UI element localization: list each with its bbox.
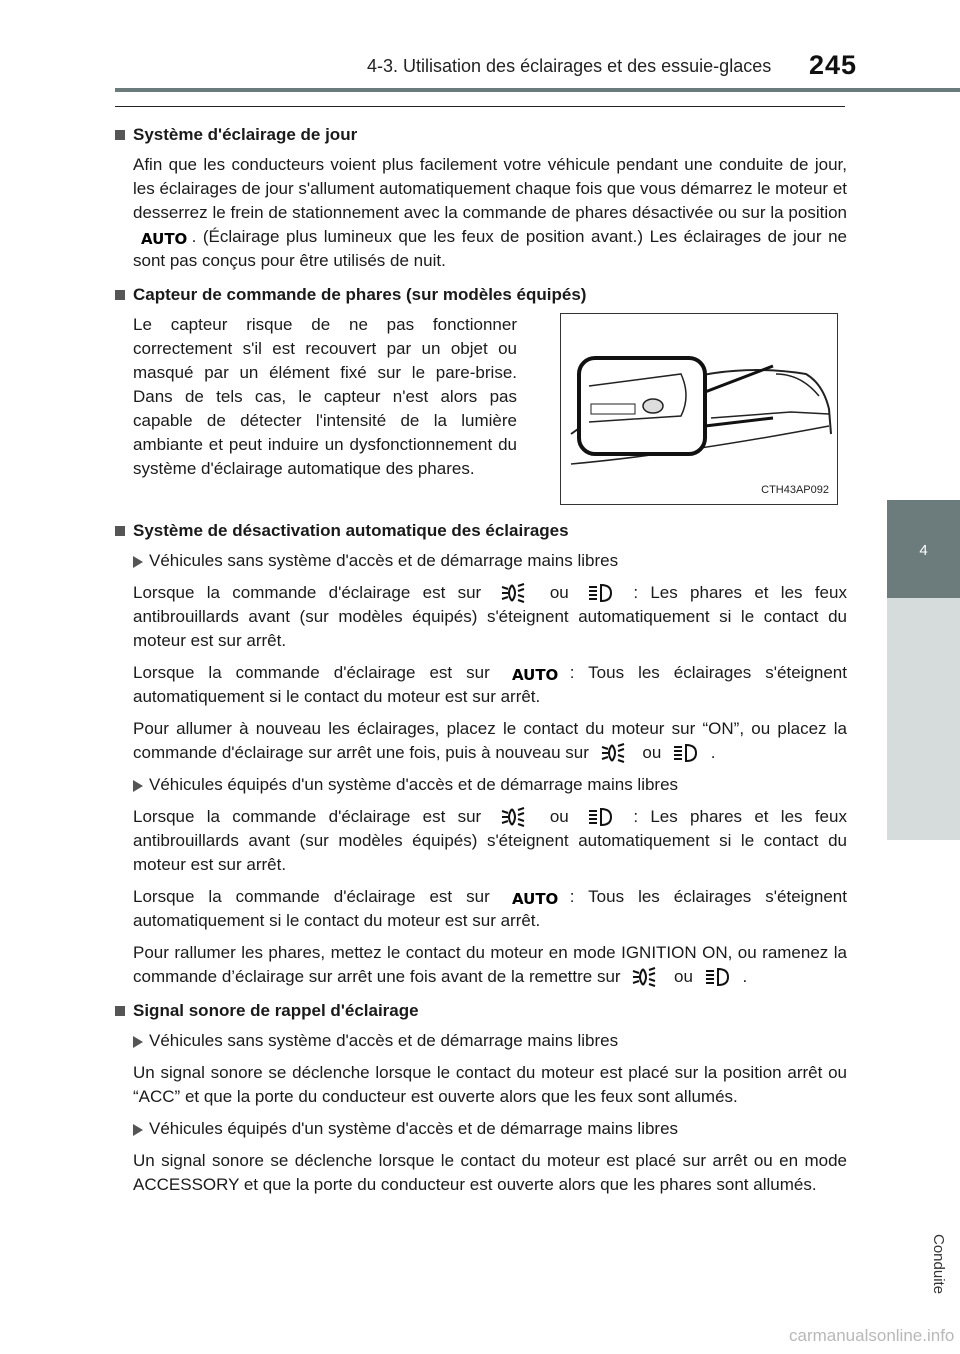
section-title: 4-3. Utilisation des éclairages et des essuie-glaces (367, 56, 772, 76)
auto-icon (510, 664, 559, 684)
paragraph-text: Lorsque la commande d'éclairage est sur (133, 583, 482, 602)
headlight-icon (587, 806, 615, 828)
sensor-block (115, 313, 847, 505)
square-bullet-icon (115, 130, 125, 140)
paragraph (115, 805, 847, 877)
square-bullet-icon (115, 526, 125, 536)
sub-bullet (115, 1117, 847, 1141)
paragraph-text: Pour allumer à nouveau les éclairages, placez le contact du moteur sur “ON”, ou placez la commande d'éclairage sur arrêt une fois, puis à nouveau sur (133, 719, 847, 762)
chapter-label: Conduite (930, 1234, 947, 1295)
paragraph-text: ou (549, 807, 569, 826)
paragraph-text: ou (674, 967, 693, 986)
triangle-bullet-icon (133, 780, 143, 792)
paragraph (115, 581, 847, 653)
paragraph (115, 941, 847, 989)
paragraph-text: Lorsque la commande d'éclairage est sur (133, 807, 482, 826)
heading-text: Système d'éclairage de jour (133, 125, 358, 144)
figure-code: CTH43AP092 (761, 484, 829, 496)
triangle-bullet-icon (133, 1036, 143, 1048)
paragraph-text: ou (642, 743, 662, 762)
paragraph (115, 661, 847, 709)
bullet-text: Véhicules sans système d'accès et de démarrage mains libres (149, 1031, 619, 1050)
header-divider (115, 106, 845, 107)
heading-text: Capteur de commande de phares (sur modèles équipés) (133, 285, 587, 304)
paragraph-text: Pour rallumer les phares, mettez le contact du moteur en mode IGNITION ON, ou ramenez la commande d’éclairage sur arrêt une fois avant de la remettre sur (133, 943, 847, 986)
sub-bullet (115, 1029, 847, 1053)
paragraph-text: . (Éclairage plus lumineux que les feux de position avant.) Les éclairages de jour ne sont pas conçus pour être utilisés de nuit. (133, 227, 847, 270)
sensor-figure (560, 313, 838, 505)
bullet-text: Véhicules équipés d'un système d'accès et de démarrage mains libres (149, 775, 679, 794)
paragraph-text: : Tous les éclairages s'éteignent automatiquement si le contact du moteur est sur arrêt. (133, 663, 847, 706)
section-heading (115, 283, 847, 307)
chapter-tab (887, 500, 960, 598)
paragraph-text: ou (549, 583, 569, 602)
headlight-icon (704, 966, 732, 988)
paragraph-text: : Les phares et les feux antibrouillards avant (sur modèles équipés) s'éteignent automatiquement si le contact du moteur est sur arrêt. (133, 807, 847, 874)
triangle-bullet-icon (133, 556, 143, 568)
headlight-icon (587, 582, 615, 604)
heading-text: Système de désactivation automatique des éclairages (133, 521, 569, 540)
bullet-text: Véhicules sans système d'accès et de démarrage mains libres (149, 551, 619, 570)
windshield-sensor-illustration (561, 314, 837, 504)
paragraph-text: Le capteur risque de ne pas fonctionner correctement s'il est recouvert par un objet ou masqué par un élément fixé sur le pare-brise. Dans de tels cas, le capteur n'est alors pas capable de détecter l'intensité de la lumière ambiante et peut induire un dysfonctionnement du système d'éclairage automatique des phares. (133, 315, 517, 478)
auto-icon (139, 228, 188, 248)
heading-text: Signal sonore de rappel d'éclairage (133, 1001, 419, 1020)
headlight-icon (672, 742, 700, 764)
square-bullet-icon (115, 290, 125, 300)
paragraph (115, 717, 847, 765)
paragraph-text: Afin que les conducteurs voient plus facilement votre véhicule pendant une conduite de jour, les éclairages de jour s'allument automatiquement chaque fois que vous démarrez le moteur et desserrez le frein de stationnement avec la commande de phares désactivée ou sur la position (133, 155, 847, 222)
paragraph (115, 885, 847, 933)
paragraph-text: Lorsque la commande d'éclairage est sur (133, 887, 490, 906)
chapter-strip (887, 598, 960, 1295)
paragraph-text: : Les phares et les feux antibrouillards avant (sur modèles équipés) s'éteignent automatiquement si le contact du moteur est sur arrêt. (133, 583, 847, 650)
paragraph-text: . (710, 743, 716, 762)
bullet-text: Véhicules équipés d'un système d'accès et de démarrage mains libres (149, 1119, 679, 1138)
svg-text:AUTO: AUTO (141, 230, 188, 248)
sub-bullet (115, 549, 847, 573)
header-rule (115, 88, 960, 92)
fog-light-icon (500, 806, 532, 828)
page-content (115, 113, 847, 1205)
watermark: carmanualsonline.info (789, 1326, 955, 1345)
paragraph-text: Lorsque la commande d'éclairage est sur (133, 663, 490, 682)
fog-light-icon (500, 582, 532, 604)
square-bullet-icon (115, 1006, 125, 1016)
svg-text:AUTO: AUTO (511, 890, 559, 908)
sub-bullet (115, 773, 847, 797)
auto-icon (510, 888, 559, 908)
section-heading (115, 123, 847, 147)
chapter-number: 4 (919, 542, 928, 559)
paragraph-text: : Tous les éclairages s'éteignent automatiquement si le contact du moteur est sur arrêt. (133, 887, 847, 930)
section-heading (115, 519, 847, 543)
paragraph-text: . (742, 967, 748, 986)
paragraph-text: Un signal sonore se déclenche lorsque le contact du moteur est placé sur la position arrêt ou “ACC” et que la porte du conducteur est ouverte alors que les feux sont allumés. (133, 1063, 847, 1106)
triangle-bullet-icon (133, 1124, 143, 1136)
svg-text:AUTO: AUTO (511, 666, 559, 684)
fog-light-icon (600, 742, 632, 764)
paragraph-text: Un signal sonore se déclenche lorsque le contact du moteur est placé sur arrêt ou en mode ACCESSORY et que la porte du conducteur est ouverte alors que les phares sont allumés. (133, 1151, 847, 1194)
page-number: 245 (809, 50, 858, 80)
section-heading (115, 999, 847, 1023)
paragraph (115, 153, 847, 273)
fog-light-icon (631, 966, 663, 988)
